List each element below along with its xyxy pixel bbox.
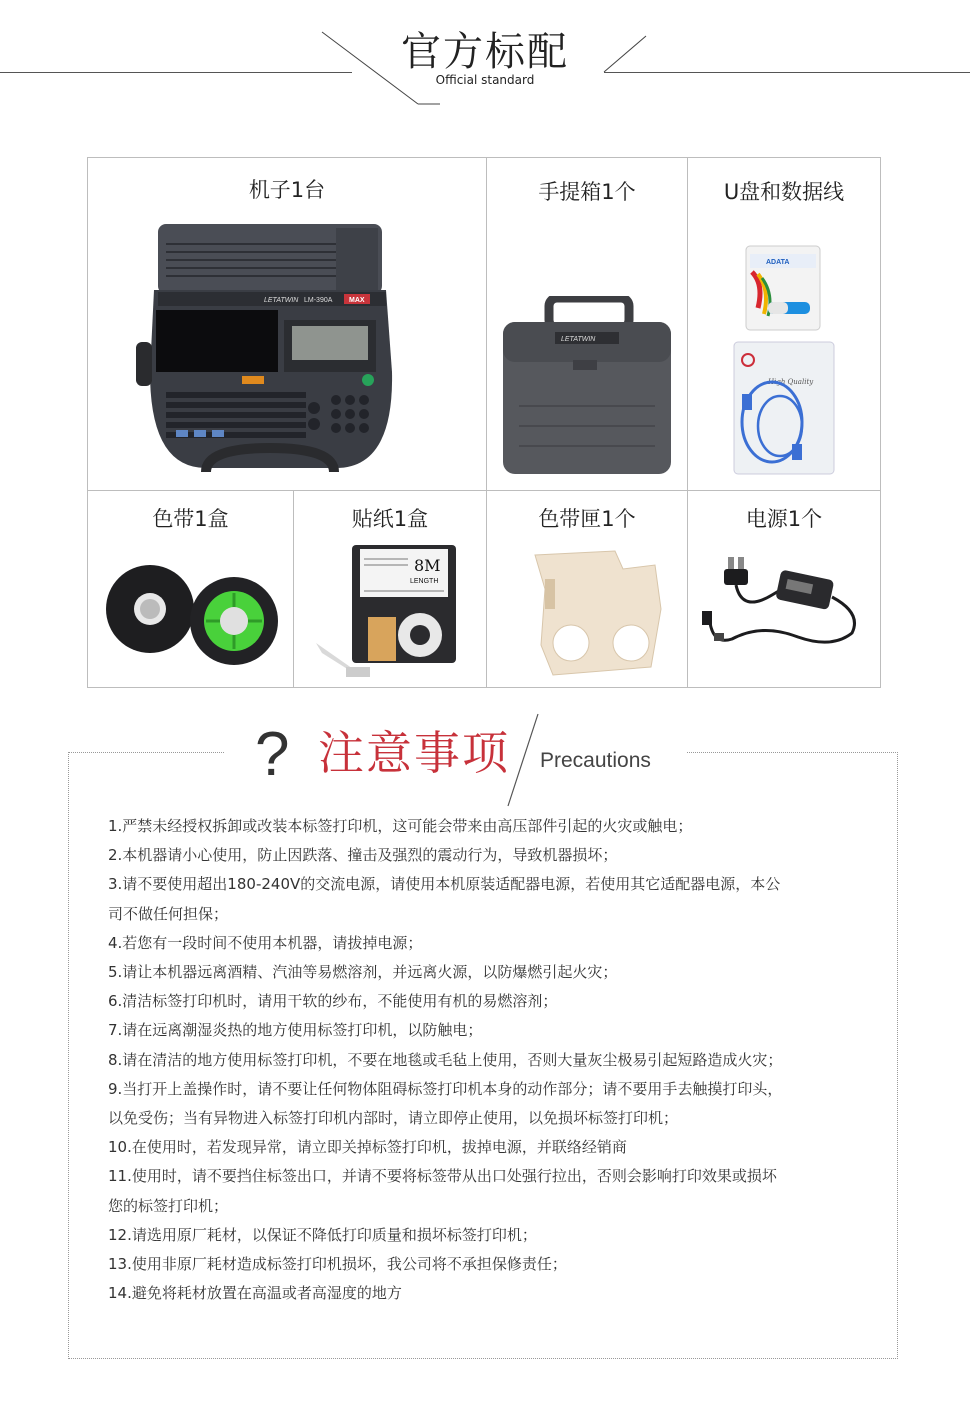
product-label: 电源1个 <box>745 507 823 531</box>
product-cell-ribbon <box>88 491 293 688</box>
product-cell-case <box>487 158 687 490</box>
cassette-big-text: 8M <box>414 556 441 575</box>
precaution-item: 以免受伤；当有异物进入标签打印机内部时，请立即停止使用，以免损坏标签打印机； <box>108 1109 679 1128</box>
precautions-title: 注意事项 <box>318 726 510 780</box>
product-cell-cartridge <box>487 491 687 688</box>
precaution-item: 7.请在远离潮湿炎热的地方使用标签打印机，以防触电； <box>108 1021 483 1040</box>
question-mark-icon: ? <box>255 720 290 789</box>
ink-ribbon-image <box>102 557 286 677</box>
precaution-item: 1.严禁未经授权拆卸或改装本标签打印机，这可能会带来由高压部件引起的火灾或触电； <box>108 817 693 835</box>
case-brand: LETATWIN <box>561 336 596 343</box>
product-label: U盘和数据线 <box>723 180 845 204</box>
precaution-item: 12.请选用原厂耗材，以保证不降低打印质量和损坏标签打印机； <box>108 1225 537 1244</box>
precaution-item: 11.使用时，请不要挡住标签出口，并请不要将标签带从出口处强行拉出，否则会影响打印效果或损坏 <box>108 1167 777 1186</box>
precaution-item: 司不做任何担保； <box>108 904 229 923</box>
machine-model: LM-390A <box>304 297 333 304</box>
product-label: 手提箱1个 <box>538 180 636 204</box>
usb-drive-and-cable-image <box>728 244 838 478</box>
carrying-case-image <box>499 296 677 482</box>
precaution-item: 14.避免将耗材放置在高温或者高湿度的地方 <box>108 1284 402 1303</box>
page-subtitle: Official standard <box>435 73 535 87</box>
product-cell-usb <box>688 158 880 490</box>
precautions-list <box>108 812 868 1308</box>
standard-kit-grid <box>87 157 881 688</box>
product-label: 贴纸1盒 <box>351 507 429 531</box>
precaution-item: 2.本机器请小心使用，防止因跌落、撞击及强烈的震动行为，导致机器损坏； <box>108 846 618 865</box>
precaution-item: 8.请在清洁的地方使用标签打印机，不要在地毯或毛毡上使用，否则大量灰尘极易引起短路造成火灾； <box>108 1050 783 1069</box>
precaution-item: 10.在使用时，若发现异常，请立即关掉标签打印机，拔掉电源，并联络经销商 <box>108 1138 627 1157</box>
precaution-item: 5.请让本机器远离酒精、汽油等易燃溶剂，并远离火源，以防爆燃引起火灾； <box>108 963 618 982</box>
precaution-item: 4.若您有一段时间不使用本机器，请拔掉电源； <box>108 933 423 952</box>
machine-badge: MAX <box>349 297 365 304</box>
cassette-small-text: LENGTH <box>410 578 439 585</box>
precaution-item: 您的标签打印机； <box>108 1196 229 1215</box>
precaution-item: 9.当打开上盖操作时，请不要让任何物体阻碍标签打印机本身的动作部分；请不要用手去触摸打印头， <box>108 1079 783 1098</box>
cable-text: High Quality <box>768 378 814 386</box>
precaution-item: 13.使用非原厂耗材造成标签打印机损坏，我公司将不承担保修责任； <box>108 1255 567 1274</box>
sticker-cassette-image <box>312 543 480 683</box>
product-label: 色带1盒 <box>152 507 229 531</box>
power-adapter-image <box>702 553 870 653</box>
ribbon-cartridge-image <box>505 549 673 681</box>
precaution-item: 6.清洁标签打印机时，请用干软的纱布，不能使用有机的易燃溶剂； <box>108 992 558 1011</box>
product-cell-power <box>688 491 880 688</box>
label-printer-machine-image <box>136 222 436 478</box>
page-title: 官方标配 <box>401 29 569 75</box>
product-cell-machine <box>88 158 486 490</box>
machine-brand: LETATWIN <box>264 297 299 304</box>
product-cell-sticker <box>294 491 486 688</box>
precautions-subtitle: Precautions <box>540 749 651 772</box>
product-label: 机子1台 <box>248 178 326 202</box>
usb-brand: ADATA <box>766 259 790 266</box>
product-label: 色带匣1个 <box>538 507 636 531</box>
precaution-item: 3.请不要使用超出180-240V的交流电源，请使用本机原装适配器电源，若使用其它适配器电源，本公 <box>108 875 781 894</box>
precautions-slash-decoration <box>505 712 541 808</box>
